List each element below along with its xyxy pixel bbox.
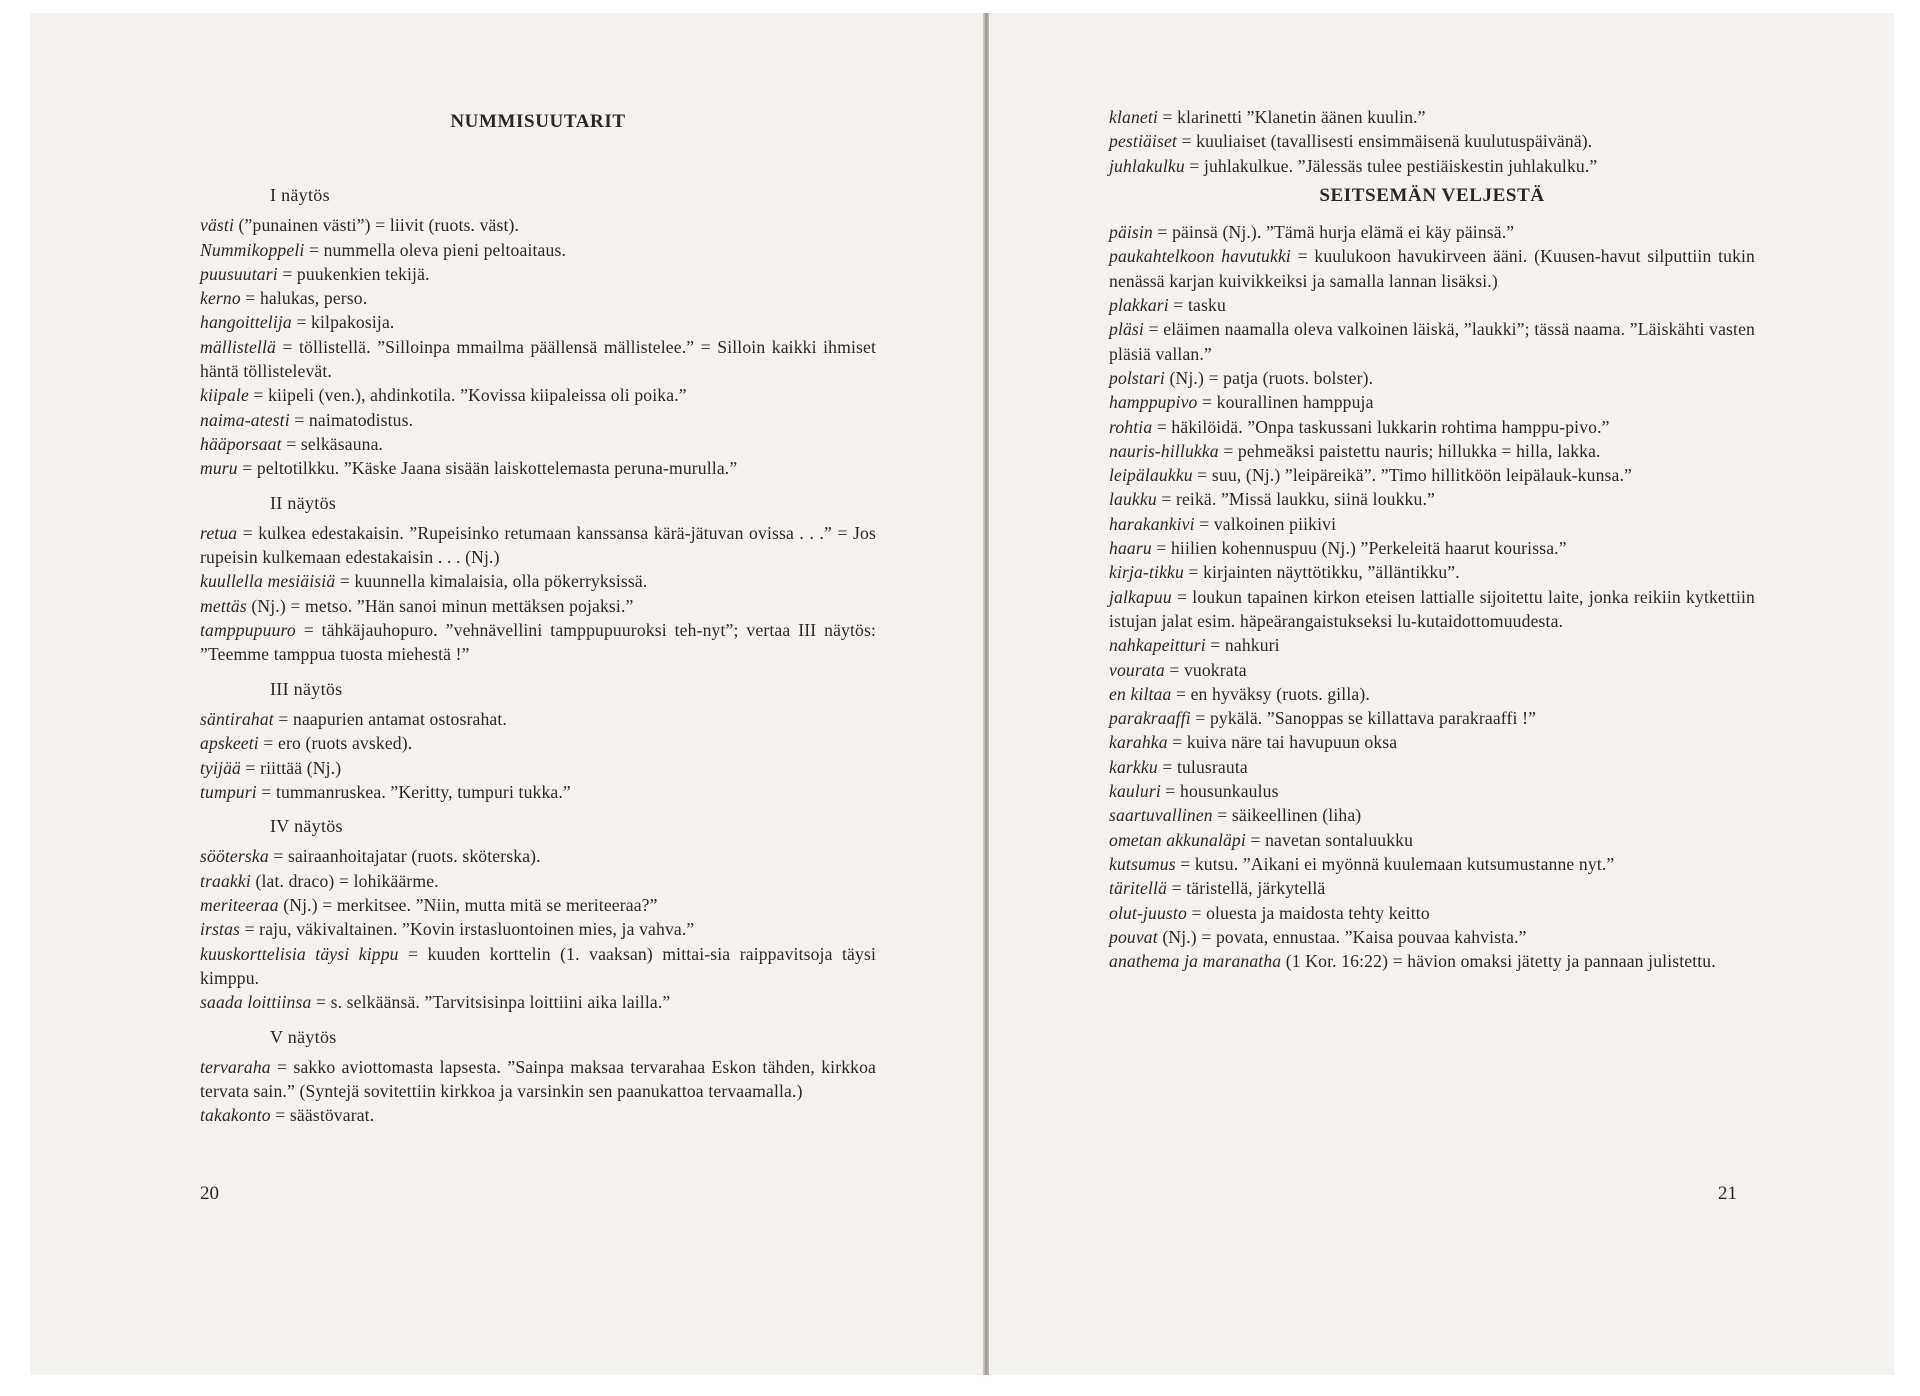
entry-definition: = valkoinen piikivi xyxy=(1194,513,1337,534)
entry-definition: = peltotilkku. ”Käske Jaana sisään laiskottelemasta peruna-murulla.” xyxy=(237,458,738,479)
page-number-left: 20 xyxy=(200,1183,219,1204)
entry-definition: = tähkäjauhopuro. ”vehnävellini tamppupuuroksi teh-nyt”; vertaa III näytös: ”Teemme tamppua tuosta miehestä !” xyxy=(200,620,876,665)
glossary-entry xyxy=(1109,755,1755,779)
glossary-entry xyxy=(1109,779,1755,803)
entry-definition: = kirjainten näyttötikku, ”älläntikku”. xyxy=(1183,562,1460,583)
glossary-entry xyxy=(1109,730,1755,754)
entry-definition: = häkilöidä. ”Onpa taskussani lukkarin rohtima hamppu-pivo.” xyxy=(1152,416,1610,437)
entry-term: kerno xyxy=(200,288,241,309)
glossary-entry xyxy=(1109,129,1755,153)
glossary-entry xyxy=(200,893,876,917)
section-title: SEITSEMÄN VELJESTÄ xyxy=(1319,184,1545,206)
glossary-entry xyxy=(200,990,876,1014)
glossary-entry xyxy=(1109,706,1755,730)
entry-term: päisin xyxy=(1109,222,1153,243)
glossary-entry xyxy=(1109,244,1755,293)
glossary-entry xyxy=(200,618,876,667)
act-heading: I näytös xyxy=(270,185,330,205)
glossary-entry xyxy=(1109,439,1755,463)
entry-term: pestiäiset xyxy=(1109,131,1177,152)
entry-term: juhlakulku xyxy=(1109,155,1185,176)
left-page xyxy=(30,13,986,1375)
left-text-block xyxy=(200,183,876,1128)
act-heading: V näytös xyxy=(270,1026,337,1047)
entry-definition: = vuokrata xyxy=(1164,659,1247,680)
entry-term: kauluri xyxy=(1109,781,1161,802)
entry-definition: = säästövarat. xyxy=(270,1105,375,1126)
entry-term: tyijää xyxy=(200,757,241,778)
entry-definition: = tasku xyxy=(1168,295,1226,316)
glossary-entry xyxy=(1109,463,1755,487)
entry-term: meriteeraa xyxy=(200,895,279,916)
entry-definition: = juhlakulkue. ”Jälessäs tulee pestiäiskestin juhlakulku.” xyxy=(1184,155,1598,176)
page-number-right: 21 xyxy=(1718,1183,1737,1204)
entry-definition: = selkäsauna. xyxy=(281,433,384,454)
entry-term: parakraaffi xyxy=(1109,708,1191,729)
glossary-entry xyxy=(1109,852,1755,876)
entry-term: naima-atesti xyxy=(200,409,290,430)
entry-term: nauris-hillukka xyxy=(1109,440,1219,461)
glossary-entry xyxy=(1109,487,1755,511)
entry-term: kuuskorttelisia täysi kippu xyxy=(200,943,399,964)
page-title: NUMMISUUTARIT xyxy=(450,111,626,132)
entry-term: ometan akkunaläpi xyxy=(1109,829,1246,850)
glossary-entry xyxy=(200,1103,876,1127)
entry-definition: = tulusrauta xyxy=(1157,756,1248,777)
entry-definition: = riittää (Nj.) xyxy=(240,757,342,778)
entry-term: hamppupivo xyxy=(1109,392,1198,413)
glossary-entry xyxy=(200,731,876,755)
glossary-entry xyxy=(200,262,876,286)
glossary-entry xyxy=(200,383,876,407)
entry-term: klaneti xyxy=(1109,107,1158,127)
entry-definition: = raju, väkivaltainen. ”Kovin irstasluontoinen mies, ja vahva.” xyxy=(240,919,695,940)
entry-term: sööterska xyxy=(200,846,269,867)
glossary-entry xyxy=(200,942,876,991)
glossary-entry xyxy=(200,844,876,868)
entry-term: paukahtelkoon havutukki xyxy=(1109,246,1291,267)
entry-term: harakankivi xyxy=(1109,513,1195,534)
entry-definition: = pykälä. ”Sanoppas se killattava parakraaffi !” xyxy=(1190,708,1537,729)
glossary-entry xyxy=(200,432,876,456)
entry-term: kutsumus xyxy=(1109,853,1176,874)
glossary-entry xyxy=(1109,949,1755,973)
glossary-entry xyxy=(200,286,876,310)
entry-definition: (”punainen västi”) = liivit (ruots. väst). xyxy=(233,215,520,236)
glossary-entry xyxy=(1109,220,1755,244)
entry-term: täritellä xyxy=(1109,878,1168,899)
entry-definition: = en hyväksy (ruots. gilla). xyxy=(1171,683,1370,704)
entry-definition: = klarinetti ”Klanetin äänen kuulin.” xyxy=(1157,107,1426,127)
entry-term: kuullella mesiäisiä xyxy=(200,571,336,592)
entry-definition: = säikeellinen (liha) xyxy=(1212,805,1362,826)
entry-term: takakonto xyxy=(200,1105,271,1126)
entry-definition: (Nj.) = povata, ennustaa. ”Kaisa pouvaa kahvista.” xyxy=(1157,926,1527,947)
glossary-entry xyxy=(1109,682,1755,706)
glossary-entry xyxy=(200,756,876,780)
glossary-entry xyxy=(1109,925,1755,949)
entry-term: olut-juusto xyxy=(1109,902,1187,923)
entry-term: irstas xyxy=(200,919,241,940)
act-heading: II näytös xyxy=(270,492,337,513)
entry-term: puusuutari xyxy=(200,263,278,284)
entry-term: kirja-tikku xyxy=(1109,562,1184,583)
glossary-entry xyxy=(1109,390,1755,414)
glossary-entry xyxy=(1109,293,1755,317)
entry-definition: (Nj.) = patja (ruots. bolster). xyxy=(1164,367,1374,388)
entry-definition: = kuuliaiset (tavallisesti ensimmäisenä kuulutuspäivänä). xyxy=(1176,131,1593,152)
entry-definition: = loukun tapainen kirkon eteisen lattialle sijoitettu laite, jonka reikiin kytkettiin istujan jalat esim. häpeärangaistukseksi lu-kutaidottomuudesta. xyxy=(1109,586,1755,631)
glossary-entry xyxy=(1109,876,1755,900)
glossary-entry xyxy=(1109,415,1755,439)
entry-term: laukku xyxy=(1109,489,1157,510)
entry-definition: = housunkaulus xyxy=(1160,781,1279,802)
entry-term: jalkapuu xyxy=(1109,586,1172,607)
entry-definition: (Nj.) = merkitsee. ”Niin, mutta mitä se meriteeraa?” xyxy=(278,895,658,916)
entry-term: mällistellä xyxy=(200,336,276,357)
entry-definition: = kiipeli (ven.), ahdinkotila. ”Kovissa kiipaleissa oli poika.” xyxy=(248,385,687,406)
glossary-entry xyxy=(1109,901,1755,925)
entry-term: mettäs xyxy=(200,595,247,616)
glossary-entry xyxy=(200,780,876,804)
entry-definition: = pehmeäksi paistettu nauris; hillukka = hilla, lakka. xyxy=(1218,440,1601,461)
glossary-entry xyxy=(1109,633,1755,657)
entry-definition: (1 Kor. 16:22) = hävion omaksi jätetty ja pannaan julistettu. xyxy=(1281,951,1716,972)
glossary-entry xyxy=(1109,105,1755,129)
glossary-entry xyxy=(200,869,876,893)
glossary-entry xyxy=(1109,803,1755,827)
glossary-entry xyxy=(1109,154,1755,178)
glossary-entry xyxy=(200,569,876,593)
glossary-entry xyxy=(200,335,876,384)
entry-definition: = puukenkien tekijä. xyxy=(277,263,430,284)
entry-definition: = kourallinen hamppuja xyxy=(1197,392,1374,413)
entry-term: leipälaukku xyxy=(1109,465,1193,486)
entry-term: säntirahat xyxy=(200,708,274,729)
entry-term: tervaraha xyxy=(200,1056,271,1077)
entry-term: hääporsaat xyxy=(200,433,282,454)
entry-term: tamppupuuro xyxy=(200,620,296,641)
glossary-entry xyxy=(1109,828,1755,852)
entry-term: Nummikoppeli xyxy=(200,239,305,260)
entry-term: en kiltaa xyxy=(1109,683,1172,704)
entry-definition: = päinsä (Nj.). ”Tämä hurja elämä ei käy päinsä.” xyxy=(1152,222,1515,243)
entry-definition: = hiilien kohennuspuu (Nj.) ”Perkeleitä haarut kourissa.” xyxy=(1151,538,1567,559)
entry-definition: = nahkuri xyxy=(1205,635,1280,656)
glossary-entry xyxy=(200,1055,876,1104)
glossary-entry xyxy=(1109,560,1755,584)
entry-definition: = kuiva näre tai havupuun oksa xyxy=(1167,732,1398,753)
entry-term: saartuvallinen xyxy=(1109,805,1213,826)
entry-definition: = nummella oleva pieni peltoaitaus. xyxy=(304,239,566,260)
glossary-entry xyxy=(1109,536,1755,560)
act-heading: IV näytös xyxy=(270,816,343,837)
entry-definition: (Nj.) = metso. ”Hän sanoi minun mettäksen pojaksi.” xyxy=(246,595,634,616)
entry-definition: = oluesta ja maidosta tehty keitto xyxy=(1186,902,1430,923)
entry-definition: = suu, (Nj.) ”leipäreikä”. ”Timo hillitköön leipälauk-kunsa.” xyxy=(1192,465,1632,486)
glossary-entry xyxy=(200,521,876,570)
entry-term: saada loittiinsa xyxy=(200,992,312,1013)
entry-term: västi xyxy=(200,215,234,236)
entry-definition: = kuunnella kimalaisia, olla pökerryksissä. xyxy=(335,571,648,592)
entry-term: karahka xyxy=(1109,732,1168,753)
entry-term: retua xyxy=(200,522,238,543)
entry-definition: = halukas, perso. xyxy=(240,288,368,309)
entry-definition: = kilpakosija. xyxy=(291,312,395,333)
entry-definition: = tummanruskea. ”Keritty, tumpuri tukka.” xyxy=(256,781,571,802)
glossary-entry xyxy=(1109,366,1755,390)
entry-definition: = sakko aviottomasta lapsesta. ”Sainpa maksaa tervarahaa Eskon tähden, kirkkoa tervata sain.” (Syntejä sovitettiin kirkkoa ja varsinkin sen paanukattoa tervaamalla.) xyxy=(200,1056,876,1102)
entry-definition: = kulkea edestakaisin. ”Rupeisinko retumaan kanssansa kärä-jätuvan ovissa . . .” = Jos rupeisin kulkemaan edestakaisin . . . (Nj.) xyxy=(200,522,876,568)
entry-term: muru xyxy=(200,458,238,479)
act-heading: III näytös xyxy=(270,678,343,699)
entry-term: traakki xyxy=(200,870,251,891)
entry-term: karkku xyxy=(1109,756,1158,777)
entry-definition: = naimatodistus. xyxy=(289,409,414,430)
entry-term: anathema ja maranatha xyxy=(1109,951,1282,972)
glossary-entry xyxy=(200,213,876,237)
glossary-entry xyxy=(200,917,876,941)
entry-term: tumpuri xyxy=(200,781,257,802)
right-page xyxy=(989,13,1894,1375)
glossary-entry xyxy=(200,310,876,334)
entry-definition: = kuulukoon havukirveen ääni. (Kuusen-havut silputtiin tukin nenässä karjan kuivikkeiksi ja samalla lannan lisäksi.) xyxy=(1109,246,1755,291)
entry-term: pouvat xyxy=(1109,926,1158,947)
entry-definition: = eläimen naamalla oleva valkoinen läiskä, ”laukki”; tässä naama. ”Läiskähti vasten pläsiä vallan.” xyxy=(1109,319,1755,364)
entry-definition: = s. selkäänsä. ”Tarvitsisinpa loittiini aika lailla.” xyxy=(311,992,671,1013)
glossary-entry xyxy=(200,238,876,262)
entry-definition: = navetan sontaluukku xyxy=(1245,829,1414,850)
entry-term: vourata xyxy=(1109,659,1165,680)
glossary-entry xyxy=(200,456,876,480)
entry-definition: = kutsu. ”Aikani ei myönnä kuulemaan kutsumustanne nyt.” xyxy=(1175,853,1615,874)
entry-term: haaru xyxy=(1109,538,1152,559)
entry-term: apskeeti xyxy=(200,733,259,754)
glossary-entry xyxy=(1109,317,1755,366)
entry-term: plakkari xyxy=(1109,295,1169,316)
entry-term: nahkapeitturi xyxy=(1109,635,1206,656)
glossary-entry xyxy=(200,594,876,618)
entry-definition: = töllistellä. ”Silloinpa mmailma päällensä mällistelee.” = Silloin kaikki ihmiset häntä töllistelevät. xyxy=(200,336,876,382)
entry-term: rohtia xyxy=(1109,416,1153,437)
glossary-entry xyxy=(1109,658,1755,682)
entry-definition: = täristellä, järkytellä xyxy=(1167,878,1326,899)
glossary-entry xyxy=(1109,512,1755,536)
entry-definition: = kuuden korttelin (1. vaaksan) mittai-sia raippavitsoja täysi kimppu. xyxy=(200,943,876,988)
entry-term: hangoittelija xyxy=(200,312,292,333)
entry-definition: (lat. draco) = lohikäärme. xyxy=(250,870,439,891)
entry-definition: = ero (ruots avsked). xyxy=(258,733,413,754)
glossary-entry xyxy=(200,707,876,731)
entry-definition: = sairaanhoitajatar (ruots. sköterska). xyxy=(268,846,541,867)
right-text-block xyxy=(1109,105,1755,973)
entry-definition: = naapurien antamat ostosrahat. xyxy=(273,708,507,729)
glossary-entry xyxy=(200,408,876,432)
entry-term: kiipale xyxy=(200,385,249,406)
entry-definition: = reikä. ”Missä laukku, siinä loukku.” xyxy=(1156,489,1435,510)
entry-term: pläsi xyxy=(1109,319,1144,340)
glossary-entry xyxy=(1109,585,1755,634)
entry-term: polstari xyxy=(1109,367,1165,388)
